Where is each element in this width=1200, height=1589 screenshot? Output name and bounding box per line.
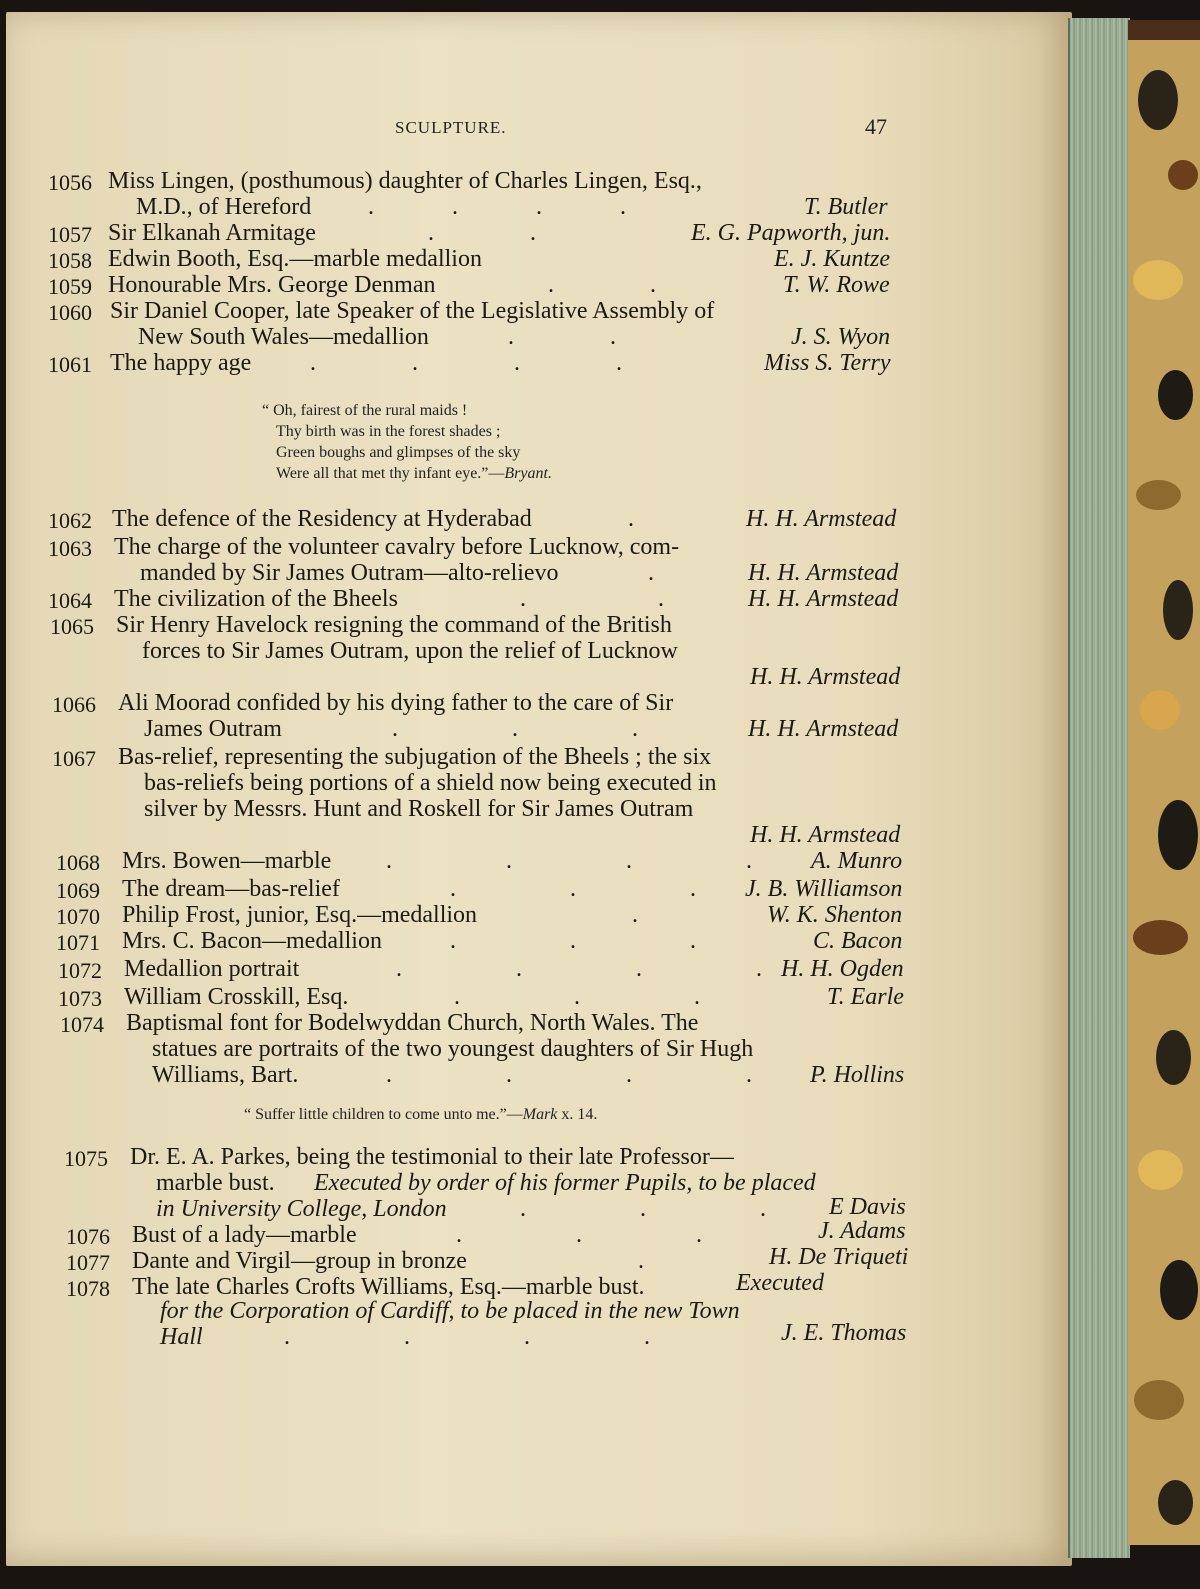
artist-name: H. H. Armstead [748,586,899,612]
entry-number: 1063 [48,536,92,561]
entry-title: The happy age [110,350,252,376]
verse-line: Were all that met thy infant eye.”— [276,465,505,482]
entry-title: The dream—bas-relief [122,876,340,902]
artist-name: H. H. Armstead [750,664,901,690]
entry-title: Bas-relief, representing the subjugation of the Bheels ; the six [118,744,712,770]
leader-dots: . . [520,586,664,612]
entry-title-continued: New South Wales—medallion [138,324,429,350]
artist-name: E Davis [829,1194,906,1220]
artist-name: T. Butler [804,194,888,220]
leader-dots: . . . [520,1196,766,1222]
entry-number: 1070 [56,904,100,929]
entry-number: 1078 [66,1276,110,1301]
artist-name: C. Bacon [813,928,903,954]
artist-name: H. H. Armstead [748,716,899,742]
entry-title: Ali Moorad confided by his dying father to the care of Sir [118,690,674,716]
entry-title: Dante and Virgil—group in bronze [132,1248,467,1274]
leader-dots: . [638,1248,644,1274]
entry-number: 1057 [48,222,92,247]
entry-title-continued: marble bust. [156,1170,275,1196]
quotation-source: Mark [522,1106,558,1123]
leader-dots: . . . . [310,350,622,376]
artist-name: H. H. Armstead [746,506,897,532]
leader-dots: . . . [450,928,696,954]
entry-title: Medallion portrait [124,956,300,982]
entry-title: Edwin Booth, Esq.—marble medallion [108,246,482,272]
entry-title-continued: manded by Sir James Outram—alto-relievo [140,560,559,586]
artist-name: J. E. Thomas [781,1320,907,1346]
entry-title: The civilization of the Bheels [114,586,398,612]
artist-name: H. H. Armstead [748,560,899,586]
page-number: 47 [865,114,887,139]
verse-quotation [262,400,552,484]
artist-name: Miss S. Terry [764,350,891,376]
entry-title-continued: M.D., of Hereford [136,194,312,220]
entry-title: Philip Frost, junior, Esq.—medallion [122,902,478,928]
artist-name: H. H. Ogden [781,956,904,982]
leader-dots: . [648,560,654,586]
quotation-text: “ Suffer little children to come unto me.”— [244,1106,523,1123]
entry-number: 1058 [48,248,92,273]
leader-dots: . . [548,272,656,298]
entry-title: The defence of the Residency at Hyderabad [112,506,532,532]
entry-note-continued: Hall [160,1324,203,1350]
entry-number: 1075 [64,1146,108,1171]
entry-number: 1074 [60,1012,104,1037]
entry-title-continued: statues are portraits of the two youngest daughters of Sir Hugh [152,1036,754,1062]
entry-title: Dr. E. A. Parkes, being the testimonial to their late Professor— [130,1144,734,1170]
entry-title: Sir Elkanah Armitage [108,220,316,246]
artist-name: E. J. Kuntze [774,246,890,272]
entry-number: 1077 [66,1250,110,1275]
leader-dots: . . . [450,876,696,902]
verse-attribution: Bryant. [504,465,552,482]
entry-title: Mrs. Bowen—marble [122,848,332,874]
entry-title: William Crosskill, Esq. [124,984,349,1010]
entry-title: Miss Lingen, (posthumous) daughter of Charles Lingen, Esq., [108,168,702,194]
verse-line: Green boughs and glimpses of the sky [276,444,521,461]
entry-note-continued: for the Corporation of Cardiff, to be placed in the new Town [160,1298,740,1324]
quotation-reference: x. 14. [561,1106,598,1123]
leader-dots: . . . . [386,848,752,874]
entry-note-continued: in University College, London [156,1196,447,1222]
entry-note: Executed by order of his former Pupils, to be placed [314,1170,816,1196]
entry-number: 1072 [58,958,102,983]
leader-dots: . . [428,220,536,246]
marbled-endpaper [1128,40,1200,1545]
entry-title-continued: bas-reliefs being portions of a shield now being executed in [144,770,717,796]
verse-line: “ Oh, fairest of the rural maids ! [262,402,468,419]
artist-name: J. Adams [818,1218,906,1244]
leader-dots: . . . [454,984,700,1010]
entry-number: 1073 [58,986,102,1011]
leader-dots: . . . [456,1222,702,1248]
running-head: SCULPTURE. [395,118,507,137]
verse-line: Thy birth was in the forest shades ; [276,423,501,440]
entry-number: 1065 [50,614,94,639]
entry-number: 1064 [48,588,92,613]
entry-title: Sir Daniel Cooper, late Speaker of the Legislative Assembly of [110,298,715,324]
artist-name: H. H. Armstead [750,822,901,848]
artist-name: J. B. Williamson [745,876,903,902]
artist-name: T. W. Rowe [783,272,890,298]
entry-number: 1061 [48,352,92,377]
artist-name: E. G. Papworth, jun. [691,220,891,246]
entry-title: Sir Henry Havelock resigning the command of the British [116,612,672,638]
bible-quotation [244,1104,597,1125]
entry-title: The late Charles Crofts Williams, Esq.—marble bust. [132,1274,645,1300]
leader-dots: . . . . [386,1062,752,1088]
leader-dots: . [628,506,634,532]
artist-name: P. Hollins [810,1062,905,1088]
entry-title-continued: silver by Messrs. Hunt and Roskell for Sir James Outram [144,796,694,822]
leader-dots: . . . [392,716,638,742]
artist-name: H. De Triqueti [769,1244,909,1270]
artist-name: J. S. Wyon [791,324,891,350]
entry-number: 1066 [52,692,96,717]
entry-number: 1062 [48,508,92,533]
entry-title: Honourable Mrs. George Denman [108,272,436,298]
artist-name: A. Munro [811,848,903,874]
artist-name: T. Earle [827,984,904,1010]
entry-number: 1076 [66,1224,110,1249]
artist-name: W. K. Shenton [767,902,903,928]
entry-number: 1067 [52,746,96,771]
leader-dots: . . . . [396,956,762,982]
leader-dots: . . . . [368,194,626,220]
entry-note: Executed [736,1270,824,1296]
page-edges [1068,18,1130,1558]
leader-dots: . . . . [284,1324,650,1350]
entry-number: 1056 [48,170,92,195]
entry-number: 1068 [56,850,100,875]
entry-title-continued: forces to Sir James Outram, upon the relief of Lucknow [142,638,678,664]
entry-title: Baptismal font for Bodelwyddan Church, North Wales. The [126,1010,699,1036]
entry-title: The charge of the volunteer cavalry before Lucknow, com- [114,534,680,560]
entry-number: 1069 [56,878,100,903]
entry-title-continued: James Outram [144,716,282,742]
entry-title: Mrs. C. Bacon—medallion [122,928,382,954]
leader-dots: . . [508,324,616,350]
leader-dots: . [632,902,638,928]
entry-title-continued: Williams, Bart. [152,1062,299,1088]
entry-number: 1059 [48,274,92,299]
entry-number: 1060 [48,300,92,325]
entry-title: Bust of a lady—marble [132,1222,357,1248]
entry-number: 1071 [56,930,100,955]
